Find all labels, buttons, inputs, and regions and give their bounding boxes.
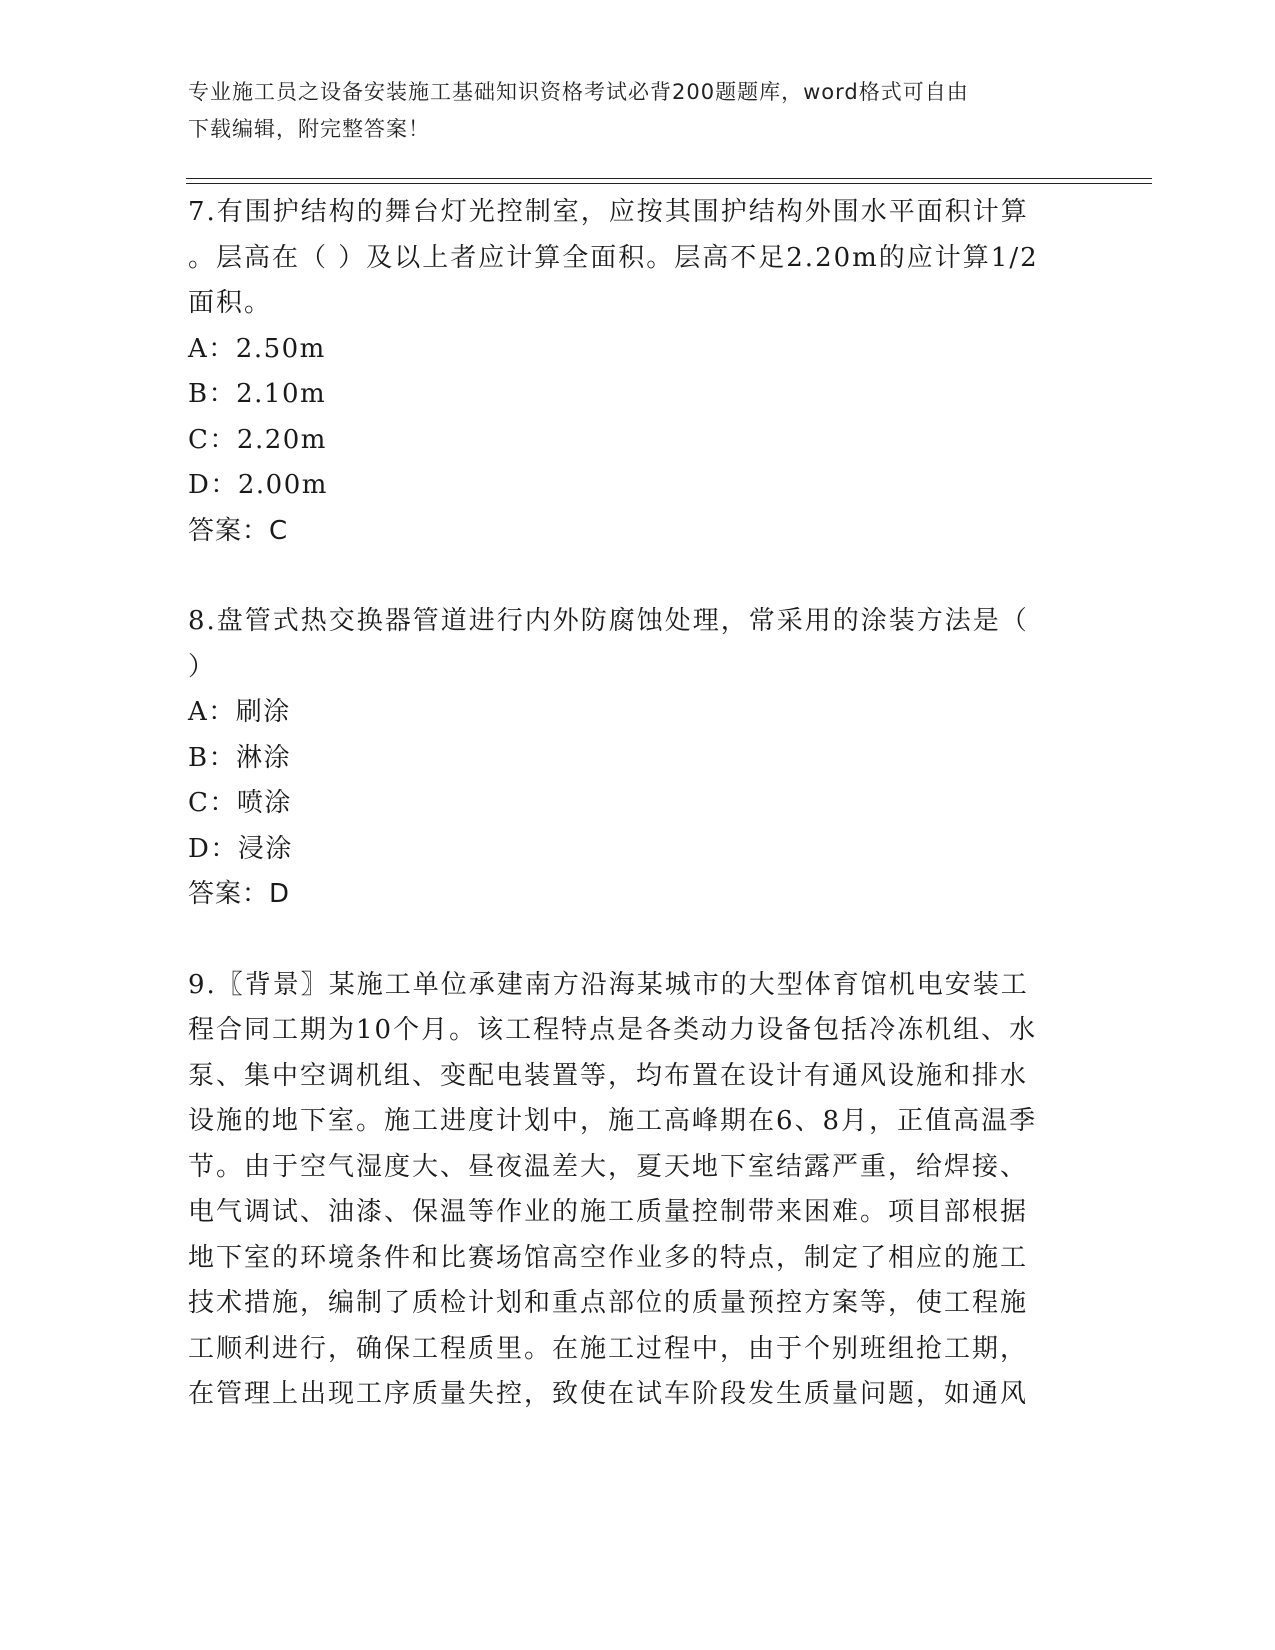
question-7 bbox=[188, 190, 1078, 554]
header-rule-top bbox=[186, 178, 1152, 179]
option-text: 浸涂 bbox=[237, 833, 293, 864]
question-9-stem-line-9: 工顺利进行，确保工程质里。在施工过程中，由于个别班组抢工期， bbox=[188, 1333, 1029, 1364]
option-letter: A： bbox=[188, 333, 236, 364]
question-8-stem-line-2: ） bbox=[188, 651, 217, 682]
question-9-stem-line-4: 设施的地下室。施工进度计划中，施工高峰期在6、8月，正值高温季 bbox=[188, 1106, 1038, 1136]
header-rule-bottom bbox=[186, 183, 1152, 184]
question-8-option-d bbox=[188, 827, 1078, 873]
option-text: 喷涂 bbox=[236, 788, 292, 818]
document-header bbox=[188, 74, 1068, 148]
question-9-stem-line-5: 节。由于空气湿度大、昼夜温差大，夏天地下室结露严重，给焊接、 bbox=[188, 1151, 1029, 1182]
question-list bbox=[188, 190, 1078, 1418]
question-8-option-a bbox=[188, 690, 1078, 736]
question-8-answer: 答案：D bbox=[188, 879, 291, 909]
option-letter: B： bbox=[188, 379, 237, 409]
option-letter: C： bbox=[188, 424, 237, 455]
question-spacer bbox=[188, 918, 1078, 963]
option-text: 2.50m bbox=[235, 333, 326, 364]
question-9-stem-line-1: 9.〖背景〗某施工单位承建南方沿海某城市的大型体育馆机电安装工 bbox=[188, 969, 1029, 1000]
option-text: 2.20m bbox=[236, 424, 327, 455]
option-letter: D： bbox=[188, 833, 238, 864]
question-7-stem-line-2: 。层高在（ ）及以上者应计算全面积。层高不足2.20m的应计算1/2 bbox=[188, 242, 1039, 273]
question-7-option-c bbox=[188, 418, 1078, 464]
question-8-option-b bbox=[188, 736, 1078, 782]
header-line-2: 下载编辑，附完整答案！ bbox=[188, 117, 430, 141]
option-text: 2.10m bbox=[236, 379, 327, 409]
option-letter: B： bbox=[188, 742, 237, 773]
question-7-answer: 答案：C bbox=[188, 515, 289, 546]
question-spacer bbox=[188, 554, 1078, 599]
question-9-stem-line-8: 技术措施，编制了质检计划和重点部位的质量预控方案等，使工程施 bbox=[188, 1288, 1029, 1318]
option-letter: D： bbox=[188, 470, 238, 500]
question-9-stem-line-10: 在管理上出现工序质量失控，致使在试车阶段发生质量问题，如通风 bbox=[188, 1379, 1029, 1409]
question-7-option-d bbox=[188, 463, 1078, 509]
question-9-stem-line-7: 地下室的环境条件和比赛场馆高空作业多的特点，制定了相应的施工 bbox=[188, 1242, 1029, 1273]
question-9 bbox=[188, 963, 1078, 1418]
question-8-option-c bbox=[188, 781, 1078, 827]
option-letter: A： bbox=[188, 697, 236, 727]
question-8 bbox=[188, 599, 1078, 918]
option-letter: C： bbox=[188, 788, 237, 818]
option-text: 刷涂 bbox=[235, 697, 291, 727]
option-text: 淋涂 bbox=[236, 742, 292, 773]
question-7-stem-line-3: 面积。 bbox=[188, 288, 273, 318]
option-text: 2.00m bbox=[237, 470, 328, 500]
question-8-stem-line-1: 8.盘管式热交换器管道进行内外防腐蚀处理，常采用的涂装方法是（ bbox=[188, 606, 1029, 636]
question-7-option-b bbox=[188, 372, 1078, 418]
header-line-1: 专业施工员之设备安装施工基础知识资格考试必背200题题库，word格式可自由 bbox=[188, 80, 969, 104]
question-9-stem-line-2: 程合同工期为10个月。该工程特点是各类动力设备包括冷冻机组、水 bbox=[188, 1015, 1038, 1045]
question-9-stem-line-3: 泵、集中空调机组、变配电装置等，均布置在设计有通风设施和排水 bbox=[188, 1060, 1029, 1091]
question-7-stem-line-1: 7.有围护结构的舞台灯光控制室，应按其围护结构外围水平面积计算 bbox=[188, 197, 1029, 227]
question-9-stem-line-6: 电气调试、油漆、保温等作业的施工质量控制带来困难。项目部根据 bbox=[188, 1197, 1029, 1227]
question-7-option-a bbox=[188, 327, 1078, 373]
